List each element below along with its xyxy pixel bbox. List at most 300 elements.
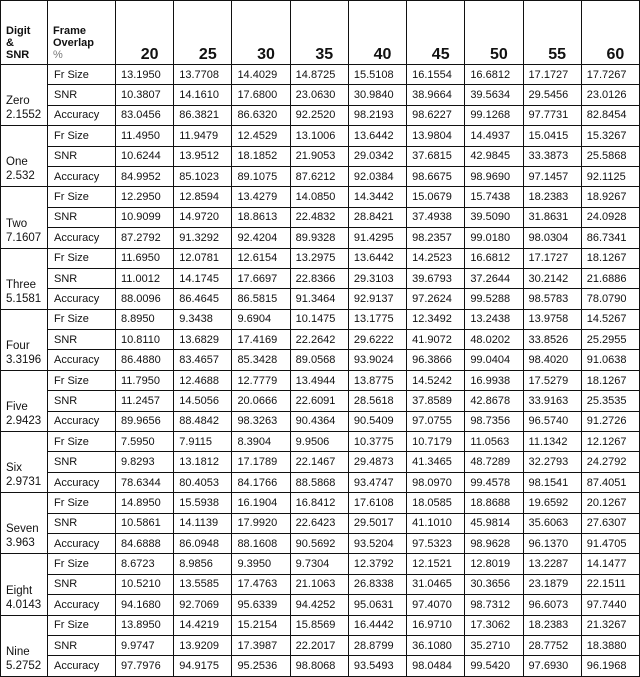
value-cell: 22.2017	[290, 635, 348, 655]
table-row	[1, 126, 640, 146]
value-cell: 93.9024	[348, 350, 406, 370]
value-cell: 41.9072	[407, 330, 465, 350]
value-cell: 11.0012	[116, 268, 174, 288]
value-cell: 24.0928	[581, 207, 639, 227]
value-cell: 92.2520	[290, 105, 348, 125]
value-cell: 22.4832	[290, 207, 348, 227]
value-cell: 29.3103	[348, 268, 406, 288]
table-row	[1, 248, 640, 268]
value-cell: 21.3267	[581, 615, 639, 635]
metric-label: SNR	[48, 330, 116, 350]
value-cell: 89.9328	[290, 228, 348, 248]
value-cell: 33.8526	[523, 330, 581, 350]
value-cell: 37.6815	[407, 146, 465, 166]
value-cell: 14.5056	[174, 391, 232, 411]
value-cell: 22.8366	[290, 268, 348, 288]
value-cell: 96.1370	[523, 533, 581, 553]
digit-name: Seven	[6, 523, 39, 536]
value-cell: 29.0342	[348, 146, 406, 166]
value-cell: 17.1727	[523, 65, 581, 85]
value-cell: 95.2536	[232, 656, 290, 676]
value-cell: 12.0781	[174, 248, 232, 268]
value-cell: 13.4944	[290, 370, 348, 390]
table-row	[1, 350, 640, 370]
value-cell: 98.1541	[523, 472, 581, 492]
value-cell: 94.4252	[290, 595, 348, 615]
value-cell: 84.9952	[116, 166, 174, 186]
digit-name: Nine	[6, 645, 30, 658]
value-cell: 89.9656	[116, 411, 174, 431]
metric-label: SNR	[48, 146, 116, 166]
value-cell: 98.0304	[523, 228, 581, 248]
metric-label: SNR	[48, 513, 116, 533]
value-cell: 9.6904	[232, 309, 290, 329]
value-cell: 16.9710	[407, 615, 465, 635]
value-cell: 14.0850	[290, 187, 348, 207]
value-cell: 97.7731	[523, 105, 581, 125]
value-cell: 14.5267	[581, 309, 639, 329]
value-cell: 92.0384	[348, 166, 406, 186]
metric-label: Accuracy	[48, 350, 116, 370]
digit-cell	[1, 248, 48, 309]
value-cell: 17.6800	[232, 85, 290, 105]
value-cell: 98.9690	[465, 166, 523, 186]
table-row	[1, 391, 640, 411]
digit-cell	[1, 65, 48, 126]
value-cell: 29.6222	[348, 330, 406, 350]
metric-label: SNR	[48, 207, 116, 227]
value-cell: 14.3442	[348, 187, 406, 207]
metric-label: SNR	[48, 452, 116, 472]
table-row	[1, 411, 640, 431]
table-row	[1, 330, 640, 350]
value-cell: 13.9804	[407, 126, 465, 146]
value-cell: 15.0415	[523, 126, 581, 146]
value-cell: 14.4029	[232, 65, 290, 85]
value-cell: 15.5938	[174, 493, 232, 513]
value-cell: 98.4020	[523, 350, 581, 370]
digit-cell	[1, 432, 48, 493]
value-cell: 98.7312	[465, 595, 523, 615]
value-cell: 82.8454	[581, 105, 639, 125]
metric-label: Accuracy	[48, 228, 116, 248]
value-cell: 94.9175	[174, 656, 232, 676]
value-cell: 17.6108	[348, 493, 406, 513]
value-cell: 78.0790	[581, 289, 639, 309]
value-cell: 98.9628	[465, 533, 523, 553]
table-body	[1, 65, 640, 677]
value-cell: 15.5108	[348, 65, 406, 85]
header-overlap-50: 50	[465, 1, 523, 65]
value-cell: 17.1789	[232, 452, 290, 472]
value-cell: 18.8688	[465, 493, 523, 513]
value-cell: 28.8799	[348, 635, 406, 655]
value-cell: 15.0679	[407, 187, 465, 207]
value-cell: 24.2792	[581, 452, 639, 472]
value-cell: 28.8421	[348, 207, 406, 227]
value-cell: 96.5740	[523, 411, 581, 431]
header-amp-text: &	[6, 37, 14, 49]
value-cell: 13.7708	[174, 65, 232, 85]
header-frame-text: Frame	[53, 25, 87, 37]
value-cell: 88.4842	[174, 411, 232, 431]
digit-name: Six	[6, 462, 22, 475]
table-row	[1, 554, 640, 574]
digit-cell	[1, 554, 48, 615]
table-row	[1, 452, 640, 472]
value-cell: 14.2523	[407, 248, 465, 268]
value-cell: 29.4873	[348, 452, 406, 472]
value-cell: 18.8613	[232, 207, 290, 227]
digit-name: Four	[6, 339, 30, 352]
table-row	[1, 574, 640, 594]
value-cell: 22.6423	[290, 513, 348, 533]
value-cell: 14.8950	[116, 493, 174, 513]
value-cell: 86.7341	[581, 228, 639, 248]
value-cell: 80.4053	[174, 472, 232, 492]
value-cell: 23.0630	[290, 85, 348, 105]
value-cell: 18.9267	[581, 187, 639, 207]
value-cell: 9.3950	[232, 554, 290, 574]
value-cell: 39.5090	[465, 207, 523, 227]
value-cell: 31.0465	[407, 574, 465, 594]
value-cell: 22.1467	[290, 452, 348, 472]
header-overlap-40: 40	[348, 1, 406, 65]
value-cell: 13.6829	[174, 330, 232, 350]
digit-snr: 7.1607	[6, 231, 42, 244]
digit-name: Three	[6, 278, 37, 291]
value-cell: 33.3873	[523, 146, 581, 166]
value-cell: 14.9720	[174, 207, 232, 227]
value-cell: 98.7356	[465, 411, 523, 431]
value-cell: 26.8338	[348, 574, 406, 594]
metric-label: Accuracy	[48, 411, 116, 431]
value-cell: 83.4657	[174, 350, 232, 370]
table-row	[1, 533, 640, 553]
digit-name: Five	[6, 401, 28, 414]
value-cell: 18.3880	[581, 635, 639, 655]
value-cell: 13.2975	[290, 248, 348, 268]
table-row	[1, 166, 640, 186]
value-cell: 98.6675	[407, 166, 465, 186]
value-cell: 16.9938	[465, 370, 523, 390]
value-cell: 92.1125	[581, 166, 639, 186]
digit-snr: 2.532	[6, 170, 35, 183]
value-cell: 31.8631	[523, 207, 581, 227]
metric-label: Accuracy	[48, 595, 116, 615]
digit-cell	[1, 615, 48, 676]
value-cell: 38.9664	[407, 85, 465, 105]
value-cell: 86.4645	[174, 289, 232, 309]
value-cell: 96.6073	[523, 595, 581, 615]
value-cell: 13.4279	[232, 187, 290, 207]
value-cell: 92.7069	[174, 595, 232, 615]
value-cell: 97.6930	[523, 656, 581, 676]
value-cell: 23.0126	[581, 85, 639, 105]
value-cell: 13.1775	[348, 309, 406, 329]
value-cell: 98.0484	[407, 656, 465, 676]
digit-snr: 2.1552	[6, 109, 42, 122]
value-cell: 18.2383	[523, 615, 581, 635]
value-cell: 98.0970	[407, 472, 465, 492]
value-cell: 14.1745	[174, 268, 232, 288]
value-cell: 99.0404	[465, 350, 523, 370]
value-cell: 11.7950	[116, 370, 174, 390]
metric-label: Fr Size	[48, 126, 116, 146]
value-cell: 15.3267	[581, 126, 639, 146]
value-cell: 10.3775	[348, 432, 406, 452]
value-cell: 27.6307	[581, 513, 639, 533]
value-cell: 89.1075	[232, 166, 290, 186]
metric-label: Accuracy	[48, 289, 116, 309]
value-cell: 88.1608	[232, 533, 290, 553]
value-cell: 12.7779	[232, 370, 290, 390]
value-cell: 78.6344	[116, 472, 174, 492]
table-row	[1, 615, 640, 635]
value-cell: 88.5868	[290, 472, 348, 492]
value-cell: 98.8068	[290, 656, 348, 676]
value-cell: 18.1267	[581, 370, 639, 390]
value-cell: 13.9512	[174, 146, 232, 166]
value-cell: 17.4169	[232, 330, 290, 350]
value-cell: 13.2287	[523, 554, 581, 574]
value-cell: 97.1457	[523, 166, 581, 186]
value-cell: 13.9209	[174, 635, 232, 655]
value-cell: 48.0202	[465, 330, 523, 350]
value-cell: 22.6091	[290, 391, 348, 411]
value-cell: 28.7752	[523, 635, 581, 655]
value-cell: 11.2457	[116, 391, 174, 411]
header-overlap-35: 35	[290, 1, 348, 65]
value-cell: 17.3062	[465, 615, 523, 635]
value-cell: 10.3807	[116, 85, 174, 105]
digit-snr: 5.1581	[6, 292, 42, 305]
table-row	[1, 635, 640, 655]
digit-name: Zero	[6, 95, 30, 108]
value-cell: 96.1968	[581, 656, 639, 676]
value-cell: 39.5634	[465, 85, 523, 105]
value-cell: 14.5242	[407, 370, 465, 390]
digit-cell	[1, 370, 48, 431]
value-cell: 12.4688	[174, 370, 232, 390]
digit-snr: 3.3196	[6, 353, 42, 366]
header-overlap-60: 60	[581, 1, 639, 65]
value-cell: 15.7438	[465, 187, 523, 207]
value-cell: 95.6339	[232, 595, 290, 615]
value-cell: 91.4705	[581, 533, 639, 553]
value-cell: 19.6592	[523, 493, 581, 513]
value-cell: 13.1950	[116, 65, 174, 85]
value-cell: 36.1080	[407, 635, 465, 655]
digit-name: One	[6, 156, 28, 169]
value-cell: 10.1475	[290, 309, 348, 329]
value-cell: 86.6320	[232, 105, 290, 125]
value-cell: 11.9479	[174, 126, 232, 146]
metric-label: Fr Size	[48, 65, 116, 85]
value-cell: 12.3792	[348, 554, 406, 574]
metric-label: Fr Size	[48, 615, 116, 635]
metric-label: Fr Size	[48, 187, 116, 207]
value-cell: 9.9506	[290, 432, 348, 452]
digit-snr: 2.9423	[6, 415, 42, 428]
value-cell: 90.5409	[348, 411, 406, 431]
table-row	[1, 187, 640, 207]
value-cell: 14.1477	[581, 554, 639, 574]
value-cell: 20.1267	[581, 493, 639, 513]
header-frame-overlap	[48, 1, 116, 65]
metric-label: SNR	[48, 268, 116, 288]
table-row	[1, 289, 640, 309]
value-cell: 17.5279	[523, 370, 581, 390]
value-cell: 18.1852	[232, 146, 290, 166]
value-cell: 84.1766	[232, 472, 290, 492]
table-row	[1, 493, 640, 513]
table-row	[1, 85, 640, 105]
value-cell: 91.2726	[581, 411, 639, 431]
value-cell: 14.4937	[465, 126, 523, 146]
value-cell: 83.0456	[116, 105, 174, 125]
value-cell: 12.1521	[407, 554, 465, 574]
header-overlap-20: 20	[116, 1, 174, 65]
value-cell: 13.6442	[348, 248, 406, 268]
table-row	[1, 513, 640, 533]
value-cell: 91.3292	[174, 228, 232, 248]
value-cell: 8.6723	[116, 554, 174, 574]
value-cell: 8.9856	[174, 554, 232, 574]
value-cell: 32.2793	[523, 452, 581, 472]
digit-cell	[1, 126, 48, 187]
value-cell: 7.5950	[116, 432, 174, 452]
value-cell: 87.2792	[116, 228, 174, 248]
value-cell: 37.8589	[407, 391, 465, 411]
value-cell: 13.1006	[290, 126, 348, 146]
value-cell: 92.9137	[348, 289, 406, 309]
table-row	[1, 105, 640, 125]
metric-label: SNR	[48, 391, 116, 411]
metric-label: SNR	[48, 85, 116, 105]
value-cell: 94.1680	[116, 595, 174, 615]
value-cell: 99.0180	[465, 228, 523, 248]
value-cell: 9.8293	[116, 452, 174, 472]
value-cell: 8.8950	[116, 309, 174, 329]
value-cell: 93.5493	[348, 656, 406, 676]
table-row	[1, 268, 640, 288]
value-cell: 99.5288	[465, 289, 523, 309]
metric-label: Accuracy	[48, 656, 116, 676]
header-snr-text: SNR	[6, 49, 30, 61]
metric-label: Accuracy	[48, 105, 116, 125]
value-cell: 97.5323	[407, 533, 465, 553]
value-cell: 86.4880	[116, 350, 174, 370]
value-cell: 88.0096	[116, 289, 174, 309]
value-cell: 21.1063	[290, 574, 348, 594]
value-cell: 99.5420	[465, 656, 523, 676]
value-cell: 9.3438	[174, 309, 232, 329]
value-cell: 45.9814	[465, 513, 523, 533]
value-cell: 37.2644	[465, 268, 523, 288]
digit-name: Two	[6, 217, 28, 230]
value-cell: 13.6442	[348, 126, 406, 146]
value-cell: 90.5692	[290, 533, 348, 553]
value-cell: 10.8110	[116, 330, 174, 350]
value-cell: 21.9053	[290, 146, 348, 166]
value-cell: 16.4442	[348, 615, 406, 635]
value-cell: 93.5204	[348, 533, 406, 553]
value-cell: 97.4070	[407, 595, 465, 615]
value-cell: 13.5585	[174, 574, 232, 594]
table-row	[1, 656, 640, 676]
value-cell: 42.9845	[465, 146, 523, 166]
value-cell: 11.6950	[116, 248, 174, 268]
value-cell: 33.9163	[523, 391, 581, 411]
value-cell: 10.5210	[116, 574, 174, 594]
value-cell: 16.1904	[232, 493, 290, 513]
value-cell: 17.3987	[232, 635, 290, 655]
value-cell: 89.0568	[290, 350, 348, 370]
value-cell: 10.7179	[407, 432, 465, 452]
value-cell: 11.0563	[465, 432, 523, 452]
header-digit-snr	[1, 1, 48, 65]
value-cell: 13.2438	[465, 309, 523, 329]
value-cell: 17.9920	[232, 513, 290, 533]
value-cell: 18.2383	[523, 187, 581, 207]
metric-label: SNR	[48, 574, 116, 594]
value-cell: 13.8950	[116, 615, 174, 635]
metric-label: Fr Size	[48, 248, 116, 268]
value-cell: 14.8725	[290, 65, 348, 85]
value-cell: 14.1610	[174, 85, 232, 105]
value-cell: 91.3464	[290, 289, 348, 309]
value-cell: 30.9840	[348, 85, 406, 105]
value-cell: 97.2624	[407, 289, 465, 309]
value-cell: 86.0948	[174, 533, 232, 553]
value-cell: 14.1139	[174, 513, 232, 533]
value-cell: 9.7304	[290, 554, 348, 574]
value-cell: 39.6793	[407, 268, 465, 288]
value-cell: 22.2642	[290, 330, 348, 350]
header-percent-text: %	[53, 49, 63, 61]
value-cell: 12.6154	[232, 248, 290, 268]
value-cell: 12.8594	[174, 187, 232, 207]
value-cell: 25.2955	[581, 330, 639, 350]
value-cell: 87.4051	[581, 472, 639, 492]
table-row	[1, 207, 640, 227]
value-cell: 87.6212	[290, 166, 348, 186]
digit-cell	[1, 493, 48, 554]
value-cell: 17.6697	[232, 268, 290, 288]
value-cell: 20.0666	[232, 391, 290, 411]
value-cell: 7.9115	[174, 432, 232, 452]
metric-label: Accuracy	[48, 472, 116, 492]
table-row	[1, 65, 640, 85]
value-cell: 23.1879	[523, 574, 581, 594]
value-cell: 85.3428	[232, 350, 290, 370]
value-cell: 15.2154	[232, 615, 290, 635]
value-cell: 85.1023	[174, 166, 232, 186]
value-cell: 17.4763	[232, 574, 290, 594]
digit-name: Eight	[6, 584, 33, 597]
value-cell: 99.1268	[465, 105, 523, 125]
value-cell: 17.7267	[581, 65, 639, 85]
digit-cell	[1, 309, 48, 370]
value-cell: 91.0638	[581, 350, 639, 370]
value-cell: 11.1342	[523, 432, 581, 452]
header-digit-text: Digit	[6, 25, 31, 37]
value-cell: 13.9758	[523, 309, 581, 329]
header-overlap-55: 55	[523, 1, 581, 65]
value-cell: 98.2357	[407, 228, 465, 248]
value-cell: 18.0585	[407, 493, 465, 513]
